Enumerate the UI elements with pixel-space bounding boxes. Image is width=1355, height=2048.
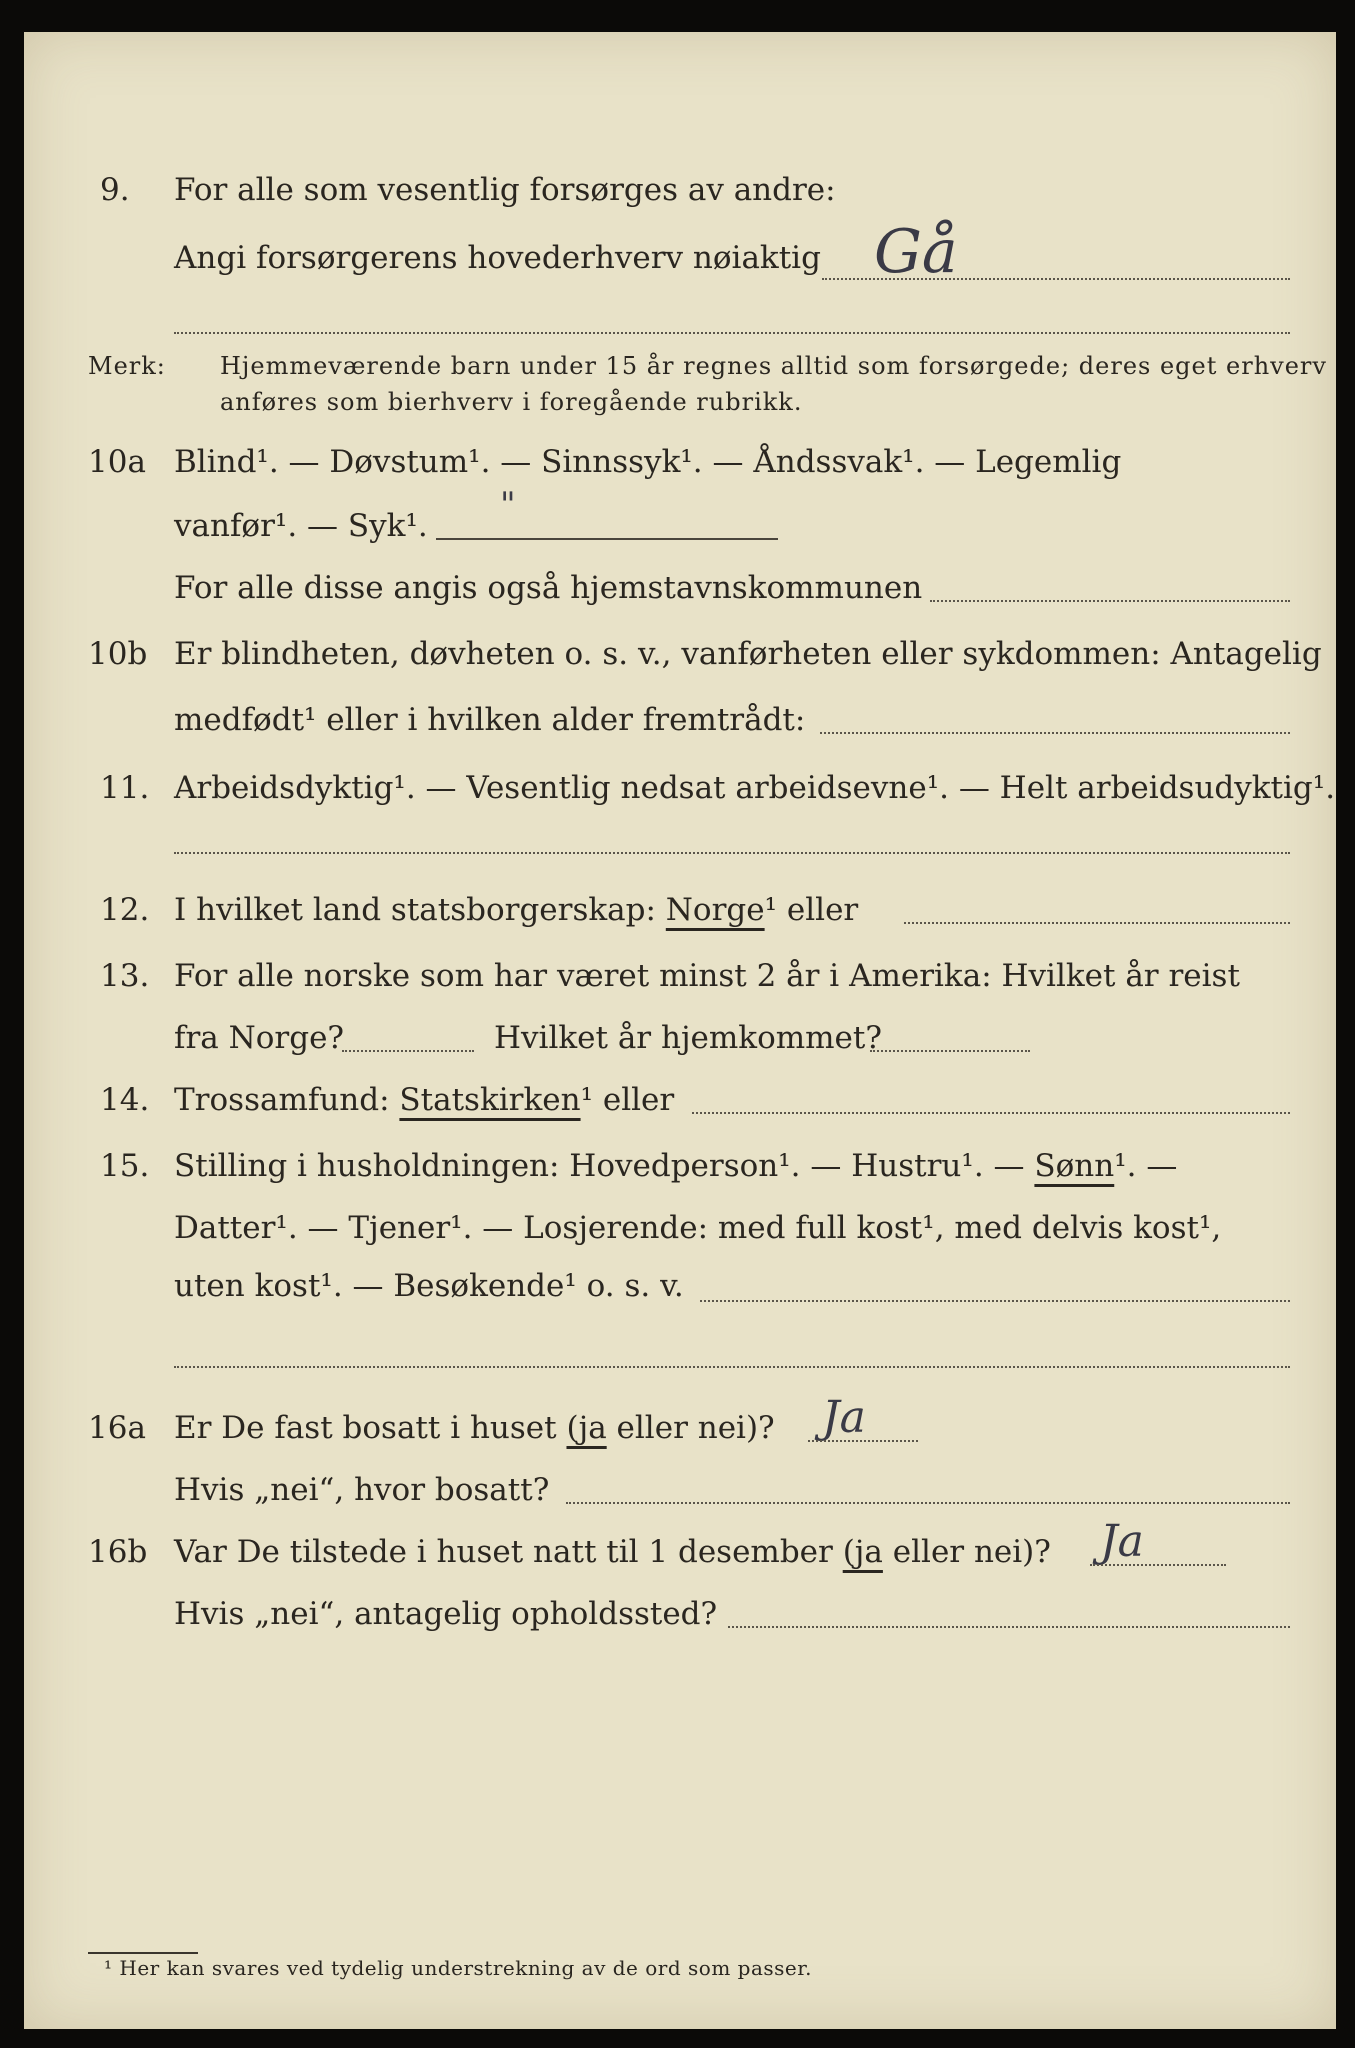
q15-answer-line[interactable] <box>700 1300 1290 1302</box>
q16b-handwritten-answer: Ja <box>1100 1516 1144 1567</box>
merk-row-2 <box>24 382 1336 422</box>
q11-number: 11. <box>100 770 150 806</box>
q13-question: For alle norske som har været minst 2 år i Amerika: Hvilket år reist <box>174 958 1240 994</box>
q14-question-suffix: ¹ eller <box>580 1082 675 1118</box>
q16b-row-2 <box>24 1584 1336 1644</box>
q14-number: 14. <box>100 1082 150 1118</box>
q13-question-2a: fra Norge? <box>174 1020 345 1056</box>
q10a-answer-line[interactable] <box>436 538 778 540</box>
q15-row <box>24 1136 1336 1196</box>
q16a-question-2: Hvis „nei“, hvor bosatt? <box>174 1472 550 1508</box>
q12-row <box>24 880 1336 940</box>
q12-question <box>174 880 858 940</box>
q9-answer-line-2[interactable] <box>174 332 1290 334</box>
q12-question-suffix: ¹ eller <box>764 892 859 928</box>
q9-row <box>24 160 1336 220</box>
q16b-number: 16b <box>88 1534 148 1570</box>
q15-question-2: Datter¹. — Tjener¹. — Losjerende: med full kost¹, med delvis kost¹, <box>174 1210 1222 1246</box>
q15-number: 15. <box>100 1148 150 1184</box>
q9-question: For alle som vesentlig forsørges av andre: <box>174 172 836 208</box>
merk-text-2: anføres som bierhverv i foregående rubrikk. <box>220 388 803 416</box>
q12-answer-line[interactable] <box>904 922 1290 924</box>
q15-question-1c: ¹. — <box>1114 1148 1178 1184</box>
merk-label: Merk: <box>88 352 166 380</box>
q16b-question <box>174 1522 1051 1582</box>
q14-row <box>24 1070 1336 1130</box>
q16b-question-1c: eller nei)? <box>892 1534 1051 1570</box>
q16a-question-1c: eller nei)? <box>616 1410 775 1446</box>
q16b-answer-line[interactable] <box>1090 1564 1226 1566</box>
q10a-number: 10a <box>88 444 146 480</box>
q15-answer-line-2[interactable] <box>174 1366 1290 1368</box>
q16a-handwritten-answer: Ja <box>822 1392 866 1443</box>
q13-row <box>24 946 1336 1006</box>
footnote: ¹ Her kan svares ved tydelig understrekning av de ord som passer. <box>104 1956 812 1980</box>
q13-answer-line-hjemkommet[interactable] <box>870 1050 1030 1052</box>
q16a-number: 16a <box>88 1410 146 1446</box>
q16b-question-1a: Var De tilstede i huset natt til 1 desember <box>174 1534 833 1570</box>
q10b-question: Er blindheten, døvheten o. s. v., vanførheten eller sykdommen: Antagelig <box>174 636 1322 672</box>
q9-handwritten-answer: Gå <box>874 217 958 287</box>
q10b-number: 10b <box>88 636 148 672</box>
q10a-question-2: vanfør¹. — Syk¹. <box>174 508 428 544</box>
q14-question <box>174 1070 674 1130</box>
q15-row-3 <box>24 1256 1336 1316</box>
q16a-underlined-ja[interactable]: (ja <box>566 1410 607 1446</box>
q10b-question-2: medfødt¹ eller i hvilken alder fremtrådt: <box>174 702 806 738</box>
q15-row-2 <box>24 1198 1336 1258</box>
q16a-answer-line-2[interactable] <box>566 1502 1290 1504</box>
q10a-row <box>24 432 1336 492</box>
q14-underlined-statskirken[interactable]: Statskirken <box>399 1082 581 1118</box>
q11-row <box>24 758 1336 818</box>
q16a-row-2 <box>24 1460 1336 1520</box>
q11-question: Arbeidsdyktig¹. — Vesentlig nedsat arbeidsevne¹. — Helt arbeidsudyktig¹. <box>174 770 1336 806</box>
q15-underlined-sonn[interactable]: Sønn <box>1034 1148 1115 1184</box>
q13-answer-line-reist[interactable] <box>342 1050 474 1052</box>
q16b-question-2: Hvis „nei“, antagelig opholdssted? <box>174 1596 718 1632</box>
q10b-row-2 <box>24 690 1336 750</box>
q10a-question-3: For alle disse angis også hjemstavnskommunen <box>174 570 923 606</box>
merk-row <box>24 346 1336 386</box>
q10a-handwritten-ditto: " <box>500 485 516 525</box>
q14-question-prefix: Trossamfund: <box>174 1082 390 1118</box>
q9-number: 9. <box>100 172 130 208</box>
q16a-answer-line[interactable] <box>808 1440 918 1442</box>
q13-number: 13. <box>100 958 150 994</box>
q13-question-2b: Hvilket år hjemkommet? <box>494 1020 882 1056</box>
q14-answer-line[interactable] <box>692 1112 1290 1114</box>
q16a-question-1a: Er De fast bosatt i huset <box>174 1410 557 1446</box>
q16b-underlined-ja[interactable]: (ja <box>842 1534 883 1570</box>
q16a-row <box>24 1392 1336 1458</box>
merk-text: Hjemmeværende barn under 15 år regnes alltid som forsørgede; deres eget erhverv <box>220 352 1327 380</box>
q12-underlined-norge[interactable]: Norge <box>665 892 765 928</box>
q11-answer-line[interactable] <box>174 852 1290 854</box>
q10a-row-3 <box>24 558 1336 618</box>
q10b-answer-line[interactable] <box>820 732 1290 734</box>
q12-question-prefix: I hvilket land statsborgerskap: <box>174 892 656 928</box>
q10b-row <box>24 624 1336 684</box>
q9-question-2: Angi forsørgerens hovederhverv nøiaktig <box>174 240 821 276</box>
footnote-rule <box>88 1952 198 1954</box>
census-form-page <box>24 32 1336 2029</box>
q15-question <box>174 1136 1177 1196</box>
q15-question-1a: Stilling i husholdningen: Hovedperson¹. — Hustru¹. — <box>174 1148 1025 1184</box>
q10a-question: Blind¹. — Døvstum¹. — Sinnssyk¹. — Åndssvak¹. — Legemlig <box>174 444 1122 480</box>
q13-row-2 <box>24 1008 1336 1068</box>
q16b-answer-line-2[interactable] <box>728 1626 1290 1628</box>
q15-question-3: uten kost¹. — Besøkende¹ o. s. v. <box>174 1268 684 1304</box>
q10a-row-2 <box>24 496 1336 556</box>
q10a-answer-line-2[interactable] <box>930 600 1290 602</box>
q16a-question <box>174 1398 775 1458</box>
q12-number: 12. <box>100 892 150 928</box>
